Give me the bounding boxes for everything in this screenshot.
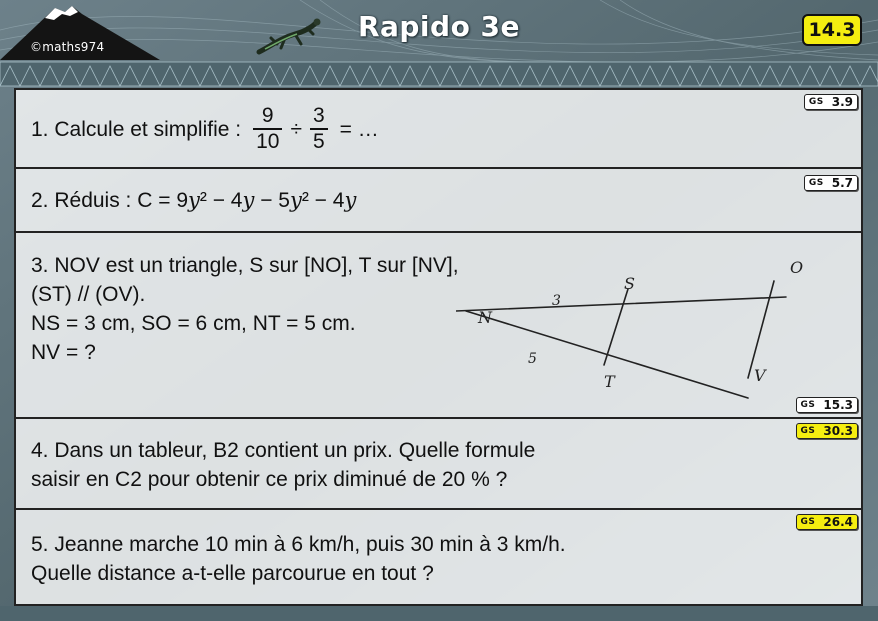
gs-tag [804, 94, 858, 110]
question-line: Quelle distance a-t-elle parcourue en tout ? [31, 562, 434, 585]
exercise-number-badge: 14.3 [802, 14, 862, 46]
term: ² − 4 [301, 189, 345, 212]
label-N: N [478, 308, 492, 327]
gs-label: GS [808, 178, 824, 188]
gs-tag [796, 397, 858, 413]
question-row [16, 419, 861, 510]
question-suffix: = … [339, 117, 379, 141]
label-O: O [790, 258, 804, 277]
question-row [16, 510, 861, 604]
question-line: NS = 3 cm, SO = 6 cm, NT = 5 cm. [31, 312, 356, 335]
page-title: Rapido 3e [357, 10, 521, 43]
question-line: 5. Jeanne marche 10 min à 6 km/h, puis 30 min à 3 km/h. [31, 533, 566, 556]
fraction-denominator: 5 [312, 130, 325, 153]
gs-value: 5.7 [831, 176, 853, 190]
question-text [31, 530, 566, 588]
question-row [16, 90, 861, 169]
gs-label: GS [800, 426, 816, 436]
question-row [16, 169, 861, 233]
fraction [310, 104, 328, 154]
gs-tag [796, 423, 858, 439]
question-line: NV = ? [31, 341, 96, 364]
header [0, 0, 878, 62]
gs-value: 30.3 [823, 424, 853, 438]
question-text [31, 104, 379, 154]
label-S: S [624, 274, 635, 293]
gs-value: 26.4 [823, 515, 853, 529]
fraction-numerator: 9 [261, 104, 274, 127]
question-prefix: 1. Calcule et simplifie : [31, 117, 242, 141]
variable: y [289, 188, 302, 212]
term: ² − 4 [199, 189, 243, 212]
segment-ST [604, 289, 628, 365]
triangle-figure [456, 253, 816, 403]
gs-label: GS [800, 517, 816, 527]
gs-label: GS [800, 400, 816, 410]
questions-panel [14, 88, 863, 606]
label-3: 3 [552, 293, 561, 309]
fraction [253, 104, 282, 154]
variable: y [242, 188, 255, 212]
gs-value: 15.3 [823, 398, 853, 412]
term: − 5 [254, 189, 290, 212]
fraction-numerator: 3 [312, 104, 325, 127]
question-line: 4. Dans un tableur, B2 contient un prix. Quelle formule [31, 439, 536, 462]
question-text [31, 186, 356, 215]
label-T: T [604, 372, 615, 391]
gs-value: 3.9 [831, 95, 853, 109]
question-line: saisir en C2 pour obtenir ce prix diminué de 20 % ? [31, 468, 508, 491]
question-text [31, 436, 535, 494]
label-5: 5 [528, 351, 537, 367]
label-V: V [754, 366, 766, 385]
variable: y [188, 188, 200, 212]
question-line: (ST) // (OV). [31, 283, 146, 306]
question-line: 3. NOV est un triangle, S sur [NO], T sur [NV], [31, 254, 459, 277]
question-text [31, 251, 459, 367]
gs-tag [804, 175, 858, 191]
division-operator: ÷ [290, 117, 302, 141]
gs-label: GS [808, 97, 824, 107]
gs-tag [796, 514, 858, 530]
variable: y [344, 188, 357, 212]
copyright-label: ©maths974 [30, 40, 105, 54]
segment-OV [748, 281, 774, 378]
question-prefix: 2. Réduis : C = 9 [31, 189, 188, 212]
question-row [16, 233, 861, 419]
fraction-denominator: 10 [256, 130, 280, 153]
